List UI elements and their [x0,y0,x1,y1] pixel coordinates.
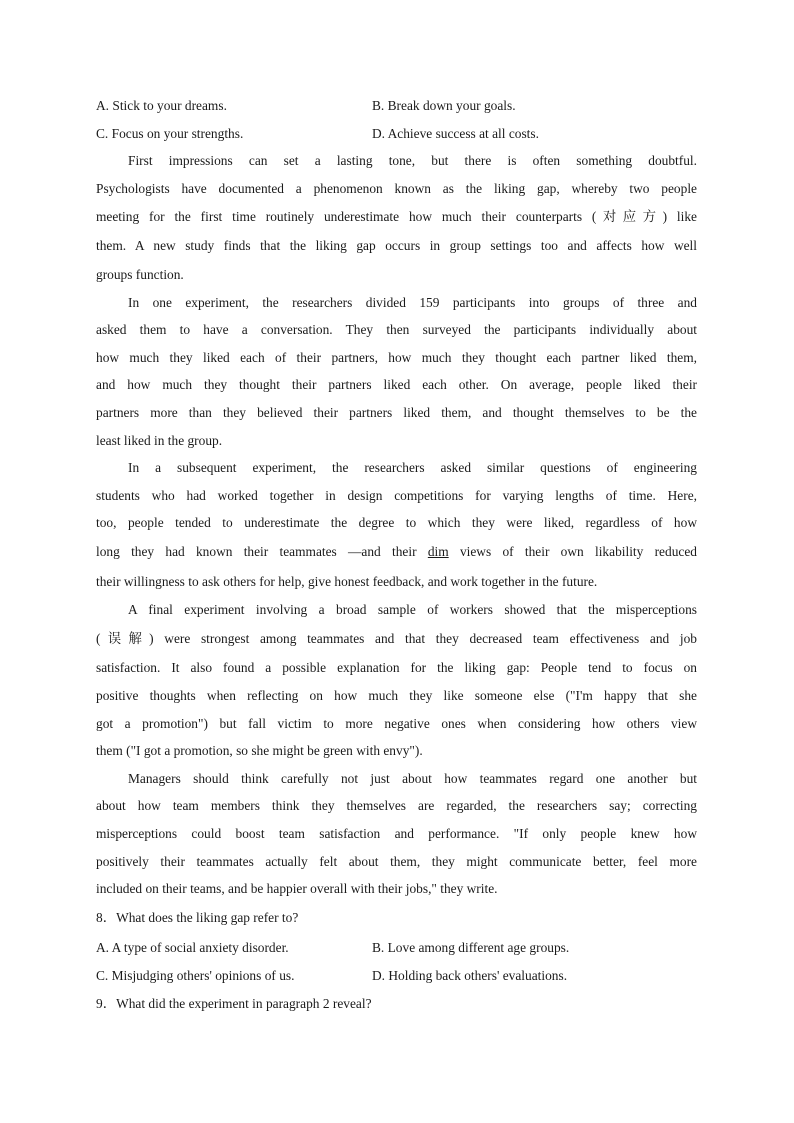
paragraph-1-line: meeting for the first time routinely underestimate how much their counterparts (对应方) like [96,209,697,224]
q8-option-d: D. Holding back others' evaluations. [372,968,568,983]
paragraph-2-line: how much they liked each of their partners, how much they thought each partner liked them, [96,350,697,365]
paragraph-5-line: included on their teams, and be happier overall with their jobs," they write. [96,881,498,896]
paragraph-1-line: them. A new study finds that the liking gap occurs in group settings too and affects how well [96,238,697,253]
paragraph-4-line: positive thoughts when reflecting on how much they like someone else ("I'm happy that she [96,688,697,703]
paragraph-3-line: their willingness to ask others for help, give honest feedback, and work together in the future. [96,574,598,589]
paragraph-5-line: about how team members think they themselves are regarded, the researchers say; correcting [96,798,697,813]
paragraph-1-line: First impressions can set a lasting tone, but there is often something doubtful. [128,153,697,168]
paragraph-2-line: asked them to have a conversation. They then surveyed the participants individually about [96,322,697,337]
line-text-before: long they had known their teammates —and their [96,544,417,559]
underlined-word-dim: dim [427,544,449,559]
line-text-after: views of their own likability reduced [459,544,697,559]
paragraph-1-line: groups function. [96,267,184,282]
paragraph-3-line: students who had worked together in design competitions for varying lengths of time. Here, [96,488,697,503]
paragraph-4-line: (误解) were strongest among teammates and that they decreased team effectiveness and job [96,631,697,646]
paragraph-5-line: Managers should think carefully not just about how teammates regard one another but [128,771,697,786]
paragraph-5-line: positively their teammates actually felt about them, they might communicate better, feel more [96,854,697,869]
paragraph-2-line: In one experiment, the researchers divided 159 participants into groups of three and [128,295,697,310]
prev-option-d: D. Achieve success at all costs. [372,126,539,141]
paragraph-4-line: got a promotion") but fall victim to more negative ones when considering how others view [96,716,697,731]
prev-option-a: A. Stick to your dreams. [96,98,227,113]
q8-option-c: C. Misjudging others' opinions of us. [96,968,295,983]
paragraph-2-line: and how much they thought their partners liked each other. On average, people liked their [96,377,697,392]
paragraph-5-line: misperceptions could boost team satisfaction and performance. "If only people knew how [96,826,697,841]
paragraph-4-line: them ("I got a promotion, so she might be green with envy"). [96,743,423,758]
paragraph-4-line: satisfaction. It also found a possible explanation for the liking gap: People tend to focus on [96,660,697,675]
question-8-stem: 8．What does the liking gap refer to? [96,910,299,925]
prev-option-c: C. Focus on your strengths. [96,126,244,141]
paragraph-1-line: Psychologists have documented a phenomenon known as the liking gap, whereby two people [96,181,697,196]
paragraph-4-line: A final experiment involving a broad sample of workers showed that the misperceptions [128,602,697,617]
prev-option-b: B. Break down your goals. [372,98,516,113]
paragraph-2-line: partners more than they believed their partners liked them, and thought themselves to be the [96,405,697,420]
question-9-stem: 9．What did the experiment in paragraph 2 reveal? [96,996,372,1011]
q8-option-b: B. Love among different age groups. [372,940,570,955]
paragraph-2-line: least liked in the group. [96,433,223,448]
paragraph-3-line-with-underline [96,543,697,561]
paragraph-3-line: In a subsequent experiment, the researchers asked similar questions of engineering [128,460,697,475]
q8-option-a: A. A type of social anxiety disorder. [96,940,289,955]
paragraph-3-line: too, people tended to underestimate the degree to which they were liked, regardless of how [96,515,697,530]
